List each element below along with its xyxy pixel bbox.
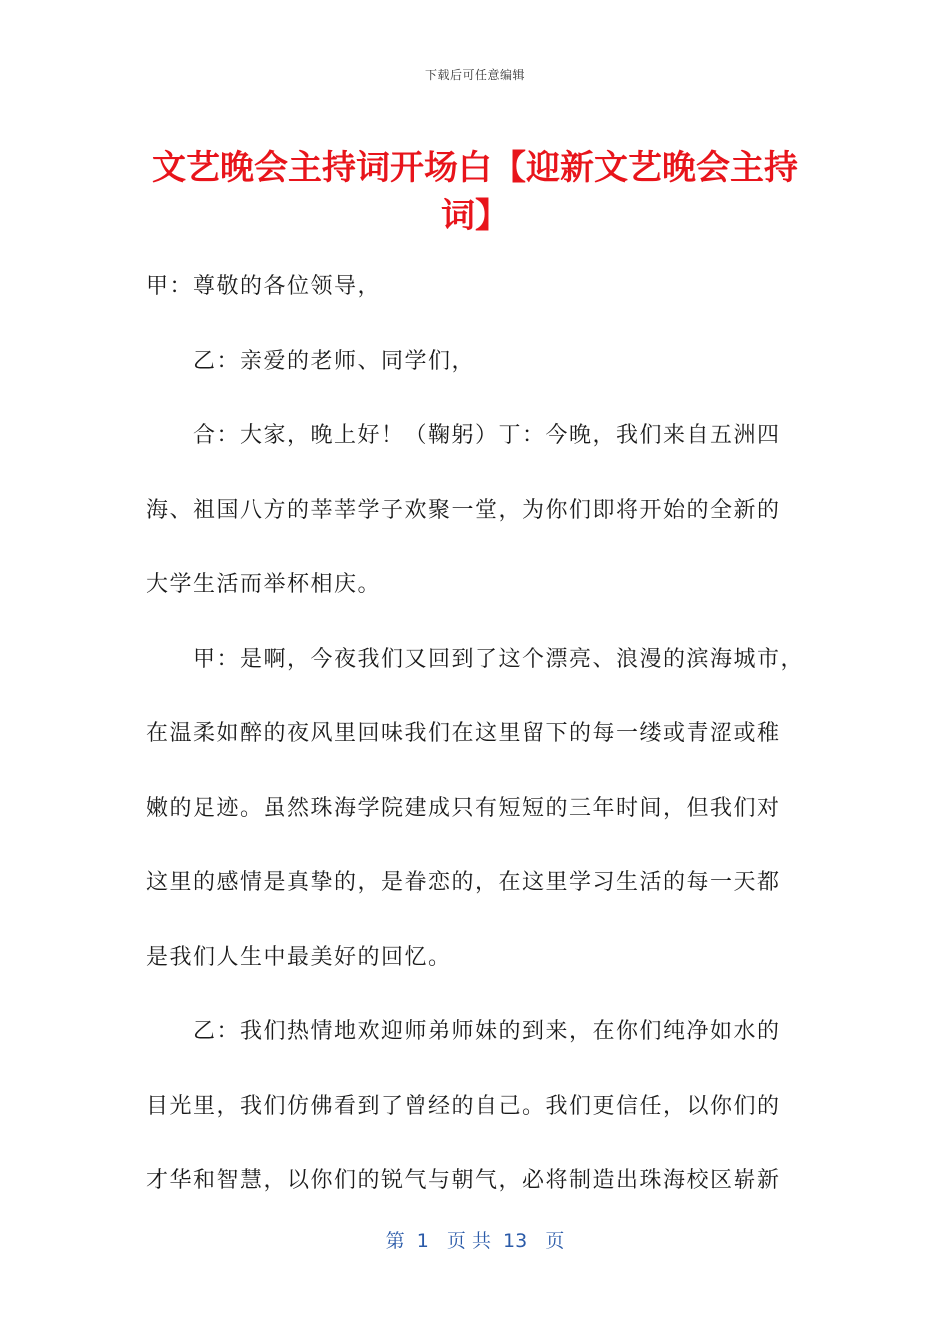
- text-line: 合：大家，晚上好！（鞠躬）丁：今晚，我们来自五洲四: [193, 423, 781, 448]
- page-footer: 第 1 页 共 13 页: [385, 1230, 565, 1252]
- text-line: 目光里，我们仿佛看到了曾经的自己。我们更信任，以你们的: [146, 1093, 781, 1119]
- text-line: 乙：我们热情地欢迎师弟师妹的到来，在你们纯净如水的: [193, 1019, 781, 1044]
- text-line: 乙：亲爱的老师、同学们，: [193, 348, 476, 374]
- text-line: 是我们人生中最美好的回忆。: [146, 944, 452, 970]
- header-note: 下载后可任意编辑: [424, 68, 525, 82]
- text-line: 甲：尊敬的各位领导，: [146, 274, 382, 299]
- text-line: 大学生活而举杯相庆。: [146, 572, 382, 597]
- text-line: 嫩的足迹。虽然珠海学院建成只有短短的三年时间，但我们对: [146, 795, 781, 821]
- body-text: [146, 250, 806, 1219]
- text-line: 海、祖国八方的莘莘学子欢聚一堂，为你们即将开始的全新的: [146, 497, 781, 523]
- text-line: 在温柔如醉的夜风里回味我们在这里留下的每一缕或青涩或稚: [146, 721, 781, 746]
- text-line: 才华和智慧，以你们的锐气与朝气，必将制造出珠海校区崭新: [146, 1168, 781, 1193]
- text-line: 这里的感情是真挚的，是眷恋的，在这里学习生活的每一天都: [146, 870, 781, 895]
- text-line: 甲：是啊，今夜我们又回到了这个漂亮、浪漫的滨海城市，: [193, 646, 805, 672]
- document-title: 文艺晚会主持词开场白【迎新文艺晚会主持词】: [152, 148, 798, 236]
